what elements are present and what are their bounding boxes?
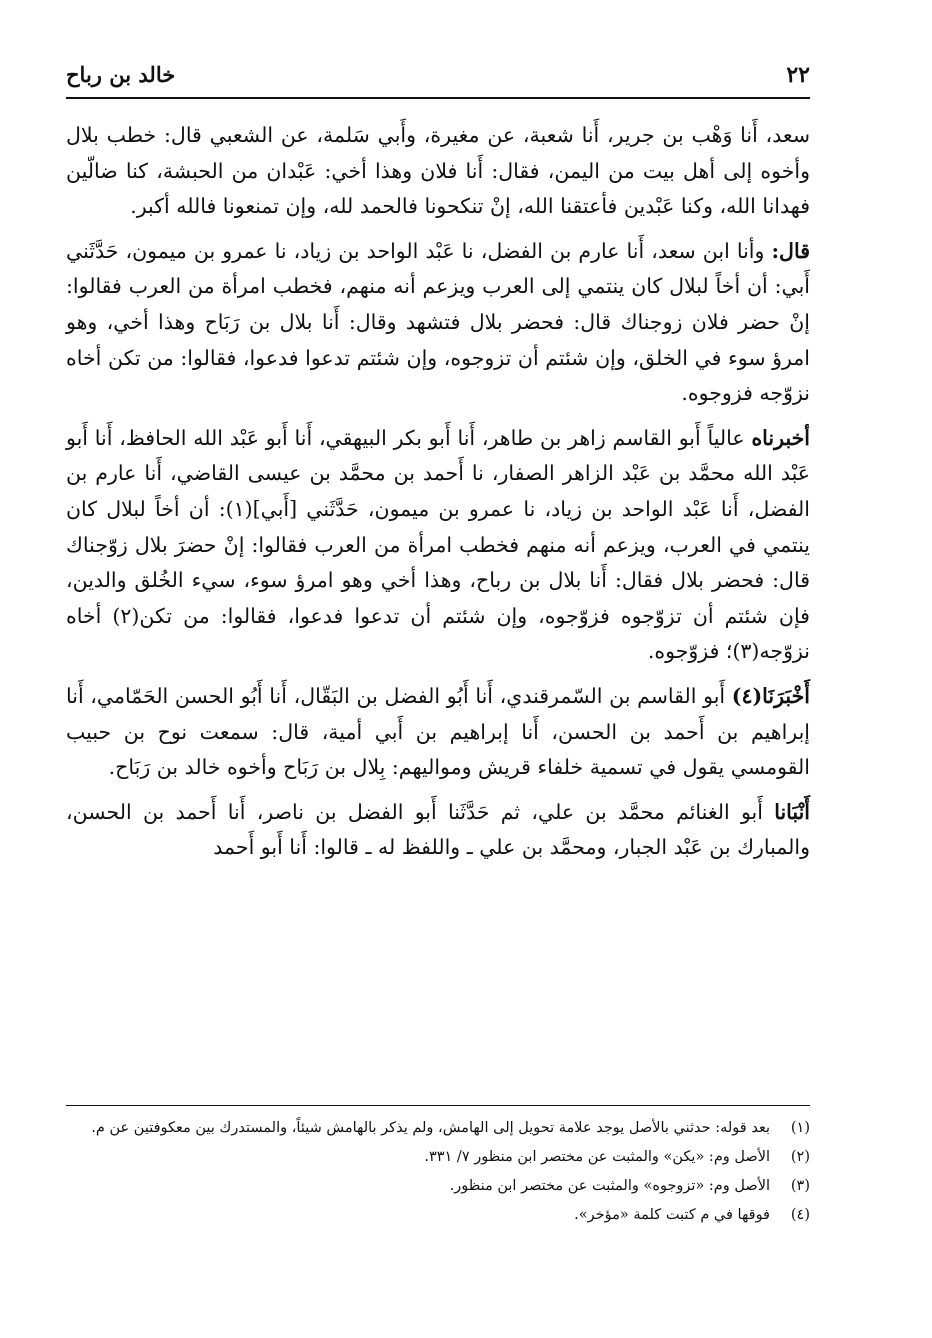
header-rule bbox=[66, 97, 810, 99]
footnote bbox=[66, 1201, 810, 1230]
paragraph-text: أَبو القاسم بن السّمرقندي، أَنا أَبُو الفضل بن البَقّال، أَنا أَبُو الحسن الحَمّامي، أَنا إبراهيم بن أَحمد بن الحسن، أَنا إبراهيم بن أَبي أمية، قال: سمعت نوح بن حبيب القومسي يقول في تسمية خلفاء قريش ومواليهم: بِلال بن رَبَاح وأخوه خالد بن رَبَاح. bbox=[66, 683, 810, 780]
footnote bbox=[66, 1114, 810, 1143]
page-header bbox=[66, 58, 810, 98]
paragraph bbox=[66, 234, 810, 412]
paragraph bbox=[66, 421, 810, 670]
paragraph-text: وأنا ابن سعد، أَنا عارم بن الفضل، نا عَبْد الواحد بن زياد، نا عمرو بن ميمون، حَدَّثَني أَبي: أن أخاً لبلال كان ينتمي إلى العرب ويزعم أنه منهم، فخطب امرأة من العرب فقالوا: إنْ حضر فلان زوجناك قال: فحضر بلال فتشهد وقال: أَنا بلال بن رَبَاح وهذا أخي، وهو امرؤ سوء في الخلق، وإن شئتم أن تزوجوه، وإن شئتم تدعوا فدعوا، فقالوا: من تكن أخاه نزوّجه فزوجوه. bbox=[66, 238, 810, 406]
paragraph-lead: أَنْبَانا bbox=[774, 799, 810, 824]
paragraph-text: أَبو الغنائم محمَّد بن علي، ثم حَدَّثَنا أَبو الفضل بن ناصر، أَنا أَحمد بن الحسن، والمبارك بن عَبْد الجبار، ومحمَّد بن علي ـ واللفظ له ـ قالوا: أَنا أَبو أَحمد bbox=[66, 799, 810, 860]
paragraph bbox=[66, 679, 810, 786]
footnote-number: (٣) bbox=[790, 1178, 810, 1194]
paragraph-lead: أخبرناه bbox=[751, 425, 810, 450]
page-number: ٢٢ bbox=[786, 62, 810, 88]
footnote-text: بعد قوله: حدثني بالأصل يوجد علامة تحويل إلى الهامش، ولم يذكر بالهامش شيئاً، والمستدرك بين معكوفتين عن م. bbox=[91, 1120, 770, 1136]
footnote bbox=[66, 1143, 810, 1172]
paragraph-lead: قال: bbox=[771, 238, 810, 263]
footnote-text: الأصل وم: «يكن» والمثبت عن مختصر ابن منظور ٧/ ٣٣١. bbox=[424, 1149, 770, 1165]
paragraph-lead: أَخْبَرَنَا(٤) bbox=[731, 683, 810, 708]
footnote-number: (٢) bbox=[790, 1149, 810, 1165]
footnote bbox=[66, 1172, 810, 1201]
footnote-text: فوقها في م كتبت كلمة «مؤخر». bbox=[574, 1207, 770, 1223]
footnote-text: الأصل وم: «تزوجوه» والمثبت عن مختصر ابن منظور. bbox=[449, 1178, 770, 1194]
paragraph bbox=[66, 118, 810, 225]
main-text bbox=[66, 118, 810, 875]
footnote-number: (٤) bbox=[790, 1207, 810, 1223]
paragraph-text: عالياً أَبو القاسم زاهر بن طاهر، أَنا أَبو بكر البيهقي، أَنا أَبو عَبْد الله الحافظ، أَنا أَبو عَبْد الله محمَّد بن عَبْد الزاهر الصفار، نا أَحمد بن محمَّد بن عيسى القاضي، أَنا عارم بن الفضل، أَنا عَبْد الواحد بن زياد، نا عمرو بن ميمون، حَدَّثَني [أَبي](١): أن أخاً لبلال كان ينتمي في العرب، ويزعم أنه منهم فخطب امرأة من العرب فقالوا: إنْ حضرَ بلال زوّجناك قال: فحضر بلال فقال: أَنا بلال بن رباح، وهذا أخي وهو امرؤ سوء، سيء الخُلق والدين، فإن شئتم أن تزوّجوه فزوّجوه، وإن شئتم أن تدعوا فدعوا، فقالوا: من تكن(٢) أخاه نزوّجه(٣)؛ فزوّجوه. bbox=[66, 425, 810, 664]
footnotes bbox=[66, 1114, 810, 1230]
footnote-rule bbox=[66, 1105, 810, 1106]
paragraph-text: سعد، أَنا وَهْب بن جرير، أَنا شعبة، عن مغيرة، وأَبي سَلمة، عن الشعبي قال: خطب بلال وأخوه إلى أهل بيت من اليمن، فقال: أَنا فلان وهذا أخي: عَبْدان من الحبشة، كنا ضالّين فهدانا الله، وكنا عَبْدين فأعتقنا الله، إنْ تنكحونا فالحمد لله، وإن تمنعونا فالله أكبر. bbox=[66, 123, 810, 219]
footnote-number: (١) bbox=[790, 1120, 810, 1136]
paragraph bbox=[66, 795, 810, 866]
running-title: خالد بن رباح bbox=[66, 62, 176, 87]
